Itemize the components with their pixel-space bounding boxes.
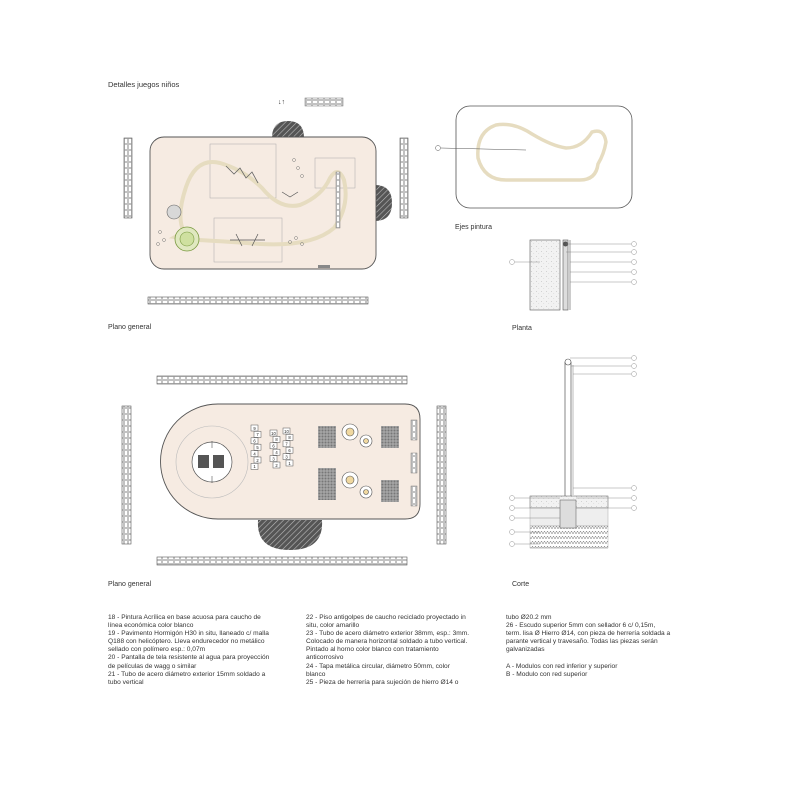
hopscotch-number: 10 (284, 428, 289, 434)
play-circle-inner (180, 232, 194, 246)
seat-right (375, 185, 392, 221)
seat-top (272, 121, 304, 138)
hopscotch-number: 1 (288, 460, 291, 466)
hopscotch-number: 2 (256, 457, 259, 463)
hopscotch-number: 6 (253, 438, 256, 444)
screen-block-2 (213, 455, 224, 468)
notes-col-3: tubo Ø20.2 mm 26 - Escudo superior 5mm con sellador 6 c/ 0,15m, term. lisa Ø Hierro Ø14, con pieza de herrería soldada a parante vertical y travesaño. Todas las piezas serán galvanizadas A - Modulos con red inferior y superior B - Modulo con red superior (506, 614, 671, 678)
label-plano-general-top: Plano general (108, 324, 152, 331)
ladder (336, 172, 340, 228)
footing (560, 500, 576, 528)
ejes-pintura-panel (436, 106, 633, 208)
hopscotch-number: 3 (285, 454, 288, 460)
tree-pit-top (305, 98, 343, 106)
hopscotch-number: 6 (272, 443, 275, 449)
notes-col-2: 22 - Piso antigolpes de caucho reciclado proyectado in situ, color amarillo 23 - Tubo de acero diámetro exterior 38mm, esp.: 3mm. Colocado de manera horizontal soldado a tubo vertical. Pintado al horno color blanco con tratamiento anticorrosivo 24 - Tapa metálica circular, diámetro 50mm, color blanco 25 - Pieza de herrería para sujeción de hierro Ø14 o (306, 614, 470, 686)
play-circle-small (167, 205, 181, 219)
plan-general-bottom (122, 376, 446, 565)
bench-bottom (148, 297, 368, 304)
hopscotch-number: 4 (253, 451, 256, 457)
hopscotch-number: 7 (285, 441, 288, 447)
bench-top-long (157, 376, 407, 384)
bench-left-v (122, 406, 131, 544)
plan-general-top (124, 98, 408, 304)
hopscotch-number: 5 (256, 445, 259, 450)
hopscotch-number: 8 (275, 437, 278, 443)
planta-leaders (510, 242, 637, 285)
bench-right (400, 138, 408, 218)
notes-col-1: 18 - Pintura Acrílica en base acuosa para caucho de línea económica color blanco 19 - Pavimento Hormigón H30 in situ, llaneado c/ malla Q188 con helicóptero. Lleva endurecedor no metálico sellado con polímero esp.: 0,07m 20 - Pantalla de tela resistente al agua para proyección de películas de wagg o similar 21 - Tubo de acero diámetro exterior 15mm soldado a tubo vertical (108, 614, 270, 686)
planta-wall (530, 240, 560, 310)
label-plano-general-bottom: Plano general (108, 581, 152, 588)
north-marker: ↓↑ (278, 99, 285, 106)
hopscotch-number: 10 (271, 430, 276, 436)
hopscotch-number: 3 (272, 456, 275, 462)
hopscotch-number: 4 (275, 450, 278, 455)
label-planta: Planta (512, 325, 532, 332)
label-ejes-pintura: Ejes pintura (455, 224, 492, 231)
bench-right-v (437, 406, 446, 544)
corte-detail (510, 356, 637, 549)
hopscotch-number: 6 (288, 448, 291, 453)
planta-post (563, 240, 568, 310)
hopscotch-number: 1 (253, 464, 256, 470)
label-corte: Corte (512, 581, 530, 588)
hopscotch-number: 2 (275, 462, 278, 468)
drawing-title: Detalles juegos niños (108, 80, 180, 89)
planta-detail (510, 240, 637, 310)
hopscotch-number: 9 (253, 425, 256, 431)
hopscotch-number: 8 (288, 435, 291, 441)
bench-left (124, 138, 132, 218)
bench-bottom-long (157, 557, 407, 565)
hopscotch-number: 7 (256, 432, 259, 438)
seat-bottom (258, 520, 322, 550)
screen-block-1 (198, 455, 209, 468)
grate-bottom (318, 265, 330, 268)
ground-subbase (530, 526, 608, 548)
